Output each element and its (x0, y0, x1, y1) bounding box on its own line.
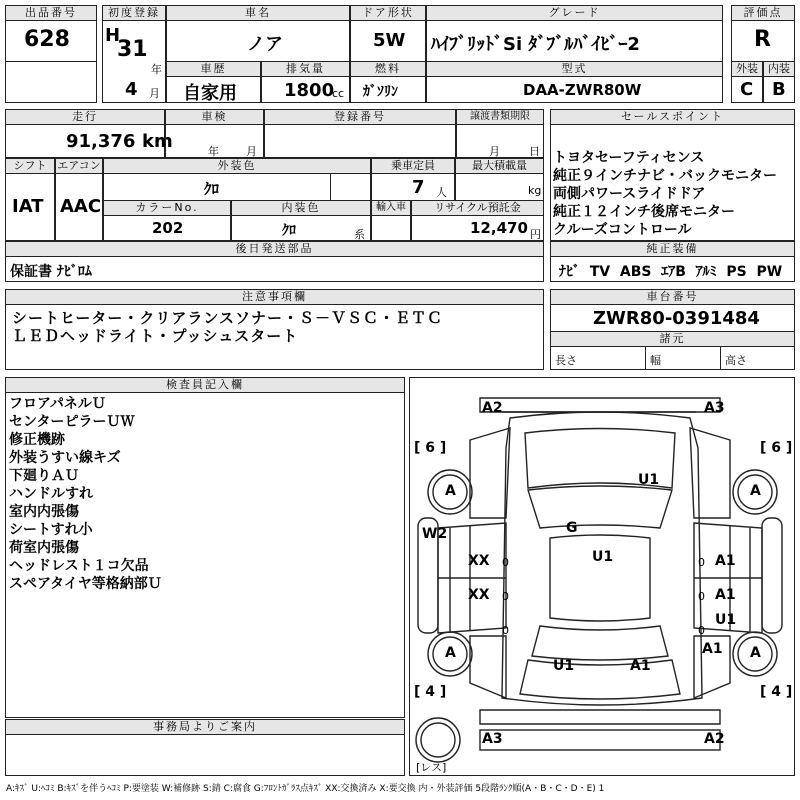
grade-header: グレード (426, 5, 723, 21)
color-no: 202 (152, 219, 184, 237)
insp-month-unit: 月 (246, 145, 257, 158)
later-parts-header: 後日発送部品 (5, 241, 544, 257)
code-g: G (566, 520, 578, 536)
mileage-box (5, 124, 173, 158)
chassis-box (550, 304, 795, 332)
specs-header: 諸元 (550, 331, 795, 347)
code-a1-2: A1 (715, 587, 736, 603)
code-u1-roof: U1 (592, 549, 614, 565)
import-box (371, 215, 411, 241)
aircon-header: エアコン (55, 158, 103, 174)
code-u1-side: U1 (715, 612, 737, 628)
code-a3-top: A3 (704, 400, 725, 416)
tire-rr-label: [ 4 ] (760, 684, 793, 700)
mileage-header: 走行 (5, 109, 165, 125)
note-line: シートヒーター・クリアランスソナー・Ｓ－ＶＳＣ・ＥＴＣ (12, 309, 443, 327)
width-label: 幅 (650, 354, 661, 367)
mark-o6: 0 (698, 624, 705, 637)
tire-rr-value: 4 (771, 684, 782, 700)
sales-point: 純正９インチナビ・バックモニター (553, 168, 777, 184)
exterior-header: 外装 (731, 61, 763, 77)
left-front-fender (470, 428, 510, 518)
score-header: 評価点 (731, 5, 795, 21)
inspector-line: シートすれ小 (9, 522, 93, 538)
tire-fl-value: 6 (425, 440, 436, 456)
length-label: 長さ (555, 354, 577, 367)
genuine-equipment: ﾅﾋﾞ TV ABS ｴｱB ｱﾙﾐ PS PW (559, 264, 783, 280)
car-name-box (166, 20, 350, 62)
mark-o1: 0 (502, 556, 509, 569)
tire-rl-value: 4 (425, 684, 436, 700)
load-header: 最大積載量 (455, 158, 544, 174)
history-box (166, 76, 261, 103)
color-no-header: カラーNo. (103, 200, 231, 216)
sales-point: 純正１２インチ後席モニター (553, 204, 735, 220)
mark-o5: 0 (698, 590, 705, 603)
genuine-box (550, 256, 795, 282)
code-a2-top: A2 (482, 400, 503, 416)
recycle-box (411, 215, 544, 241)
rear-lower-panel (480, 730, 720, 750)
import-header: 輸入車 (371, 200, 411, 216)
office-box (5, 734, 405, 776)
transfer-box (456, 124, 544, 158)
code-xx-1: XX (468, 553, 490, 569)
notes (12, 309, 443, 345)
reg-year-unit: 年 (151, 63, 162, 76)
car-name-header: 車名 (166, 5, 350, 21)
code-a-rr: A (750, 645, 761, 661)
int-color: ｸﾛ (282, 223, 296, 239)
mark-o2: 0 (502, 590, 509, 603)
sales-point: 両側パワースライドドア (553, 186, 706, 202)
int-color-box (231, 215, 371, 241)
reg-month: 4 (125, 79, 138, 100)
km-unit: km (142, 131, 173, 152)
code-u1-trunk: U1 (553, 658, 575, 674)
inspection-header: 車検 (165, 109, 264, 125)
recycle-header: リサイクル預託金 (411, 200, 544, 216)
trans-month-unit: 月 (489, 145, 500, 158)
sales-point: トヨタセーフティセンス (553, 150, 705, 166)
first-reg-header: 初度登録 (102, 5, 166, 21)
lot-number: 628 (24, 27, 70, 52)
reg-no-box (264, 124, 456, 158)
tire-fr-label: [ 6 ] (760, 440, 793, 456)
inspector-line: ハンドルすれ (9, 486, 93, 502)
trunk (520, 660, 680, 699)
code-a-fl: A (445, 483, 456, 499)
car-name: ノア (247, 34, 283, 55)
tire-fr-value: 6 (771, 440, 782, 456)
code-a1-3: A1 (702, 641, 723, 657)
genuine-header: 純正装備 (550, 241, 795, 257)
sales-points (553, 149, 777, 239)
reg-no-header: 登録番号 (264, 109, 456, 125)
notes-header: 注意事項欄 (5, 289, 544, 305)
transfer-header: 譲渡書類期限 (456, 109, 544, 125)
spare-tire (416, 718, 460, 762)
door-box (350, 20, 426, 62)
kg-unit: kg (528, 184, 542, 197)
model: DAA-ZWR80W (523, 81, 642, 99)
model-box (426, 76, 723, 103)
code-w2: W2 (422, 526, 448, 542)
aircon-box (55, 173, 103, 241)
mileage: 91,376 (66, 131, 136, 152)
later-parts-box (5, 256, 544, 282)
inspector-line: 修正機跡 (9, 432, 65, 448)
interior-header: 内装 (763, 61, 795, 77)
notes-box (5, 304, 544, 370)
code-a-fr: A (750, 483, 761, 499)
shift-box (5, 173, 55, 241)
fuel-box (350, 76, 426, 103)
code-u1-hood: U1 (638, 472, 660, 488)
grade: ﾊｲﾌﾞﾘｯﾄﾞSi ﾀﾞﾌﾞﾙﾊﾞｲﾋﾞｰ2 (431, 34, 640, 55)
door-type: 5W (373, 30, 406, 51)
grade-box (426, 20, 723, 62)
inspector-line: センターピラーＵＷ (9, 414, 135, 430)
inspector-line: 室内内張傷 (9, 504, 79, 520)
chassis-number: ZWR80-0391484 (593, 308, 760, 329)
inspector-line: スペアタイヤ等格納部Ｕ (9, 576, 162, 592)
door-header: ドア形状 (350, 5, 426, 21)
yen-unit: 円 (530, 228, 541, 241)
note-line: ＬＥＤヘッドライト・プッシュスタート (12, 327, 299, 345)
code-a2-bottom: A2 (704, 731, 725, 747)
first-reg-box (102, 20, 166, 103)
inspector-box (5, 392, 405, 718)
ext-color: ｸﾛ (204, 180, 220, 198)
history-header: 車歴 (166, 61, 261, 77)
inspector-line: フロアパネルＵ (9, 396, 106, 412)
inspector-notes (9, 395, 162, 593)
recycle: 12,470 (470, 219, 528, 237)
inspector-line: ヘッドレスト１コ欠品 (9, 558, 149, 574)
reg-year: 31 (117, 37, 148, 62)
kei-unit: 系 (354, 228, 365, 241)
code-a1-1: A1 (715, 553, 736, 569)
score-box (731, 20, 795, 62)
car-diagram-box (409, 377, 795, 776)
rear-glass (532, 626, 668, 660)
inspection-box (165, 124, 264, 158)
capacity: 7 (412, 177, 425, 198)
lot-box (5, 20, 97, 62)
inspector-line: 外装うすい線キズ (9, 450, 121, 466)
ext-color-box (103, 173, 331, 201)
rear-bumper (480, 710, 720, 724)
ext-color-header: 外装色 (103, 158, 371, 174)
trans-day-unit: 日 (529, 145, 540, 158)
load-box (455, 173, 544, 201)
ext-color-sub-box (330, 173, 371, 201)
fuel: ｶﾞｿﾘﾝ (363, 84, 398, 100)
displacement: 1800 (284, 80, 335, 101)
capacity-box (371, 173, 455, 201)
score: R (754, 27, 771, 52)
car-diagram (410, 378, 794, 775)
model-header: 型式 (426, 61, 723, 77)
cc-unit: cc (332, 87, 345, 100)
displacement-box (261, 76, 350, 103)
roof (550, 535, 650, 621)
displacement-header: 排気量 (261, 61, 350, 77)
windshield (528, 486, 672, 528)
sales-point: クルーズコントロール (553, 222, 692, 238)
person-unit: 人 (436, 186, 447, 199)
chassis-header: 車台番号 (550, 289, 795, 305)
capacity-header: 乗車定員 (371, 158, 455, 174)
color-no-box (103, 215, 231, 241)
inspector-line: 下廻りＡＵ (9, 468, 79, 484)
code-a-rl: A (445, 645, 456, 661)
left-rear-fender (470, 636, 506, 698)
front-bumper (480, 398, 720, 412)
fuel-header: 燃料 (350, 61, 426, 77)
sales-header: セールスポイント (550, 109, 795, 125)
height-box (720, 346, 795, 370)
width-box (645, 346, 721, 370)
lot-header: 出品番号 (5, 5, 97, 21)
tire-rl-label: [ 4 ] (414, 684, 447, 700)
mark-o3: 0 (502, 624, 509, 637)
int-color-header: 内装色 (231, 200, 371, 216)
right-sill (762, 518, 782, 633)
history: 自家用 (183, 83, 237, 104)
lot-blank-box (5, 61, 97, 103)
code-a3-bottom: A3 (482, 731, 503, 747)
sales-box (550, 124, 795, 241)
exterior-grade: C (740, 79, 754, 100)
reg-month-unit: 月 (149, 87, 160, 100)
interior-grade: B (772, 79, 786, 100)
mark-o4: 0 (698, 556, 705, 569)
shift: IAT (12, 196, 44, 217)
aircon: AAC (60, 196, 102, 217)
exterior-grade-box (731, 76, 763, 103)
reg-era: H (105, 25, 121, 46)
height-label: 高さ (725, 354, 747, 367)
office-header: 事務局よりご案内 (5, 719, 405, 735)
code-xx-2: XX (468, 587, 490, 603)
length-box (550, 346, 646, 370)
insp-year-unit: 年 (208, 145, 219, 158)
spare-tire-inner (421, 723, 455, 757)
inspector-header: 検査員記入欄 (5, 377, 405, 393)
inspector-line: 荷室内張傷 (9, 540, 79, 556)
legend: A:ｷｽﾞ U:ﾍｺﾐ B:ｷｽﾞを伴うﾍｺﾐ P:要塗装 W:補修跡 S:錆 C:腐食 G:ﾌﾛﾝﾄｶﾞﾗｽ点ｷｽﾞ XX:交換済み X:要交換 内・外装評価 5段階ﾗﾝｸ順(A・B・C・D・E) 1 (6, 784, 605, 794)
tire-fl-label: [ 6 ] (414, 440, 447, 456)
code-a1-trunk: A1 (630, 658, 651, 674)
shift-header: シフト (5, 158, 55, 174)
later-parts: 保証書 ﾅﾋﾞﾛﾑ (10, 264, 92, 280)
spare-value: レス (420, 761, 442, 774)
spare-label: [レス] (416, 761, 447, 774)
interior-grade-box (763, 76, 795, 103)
